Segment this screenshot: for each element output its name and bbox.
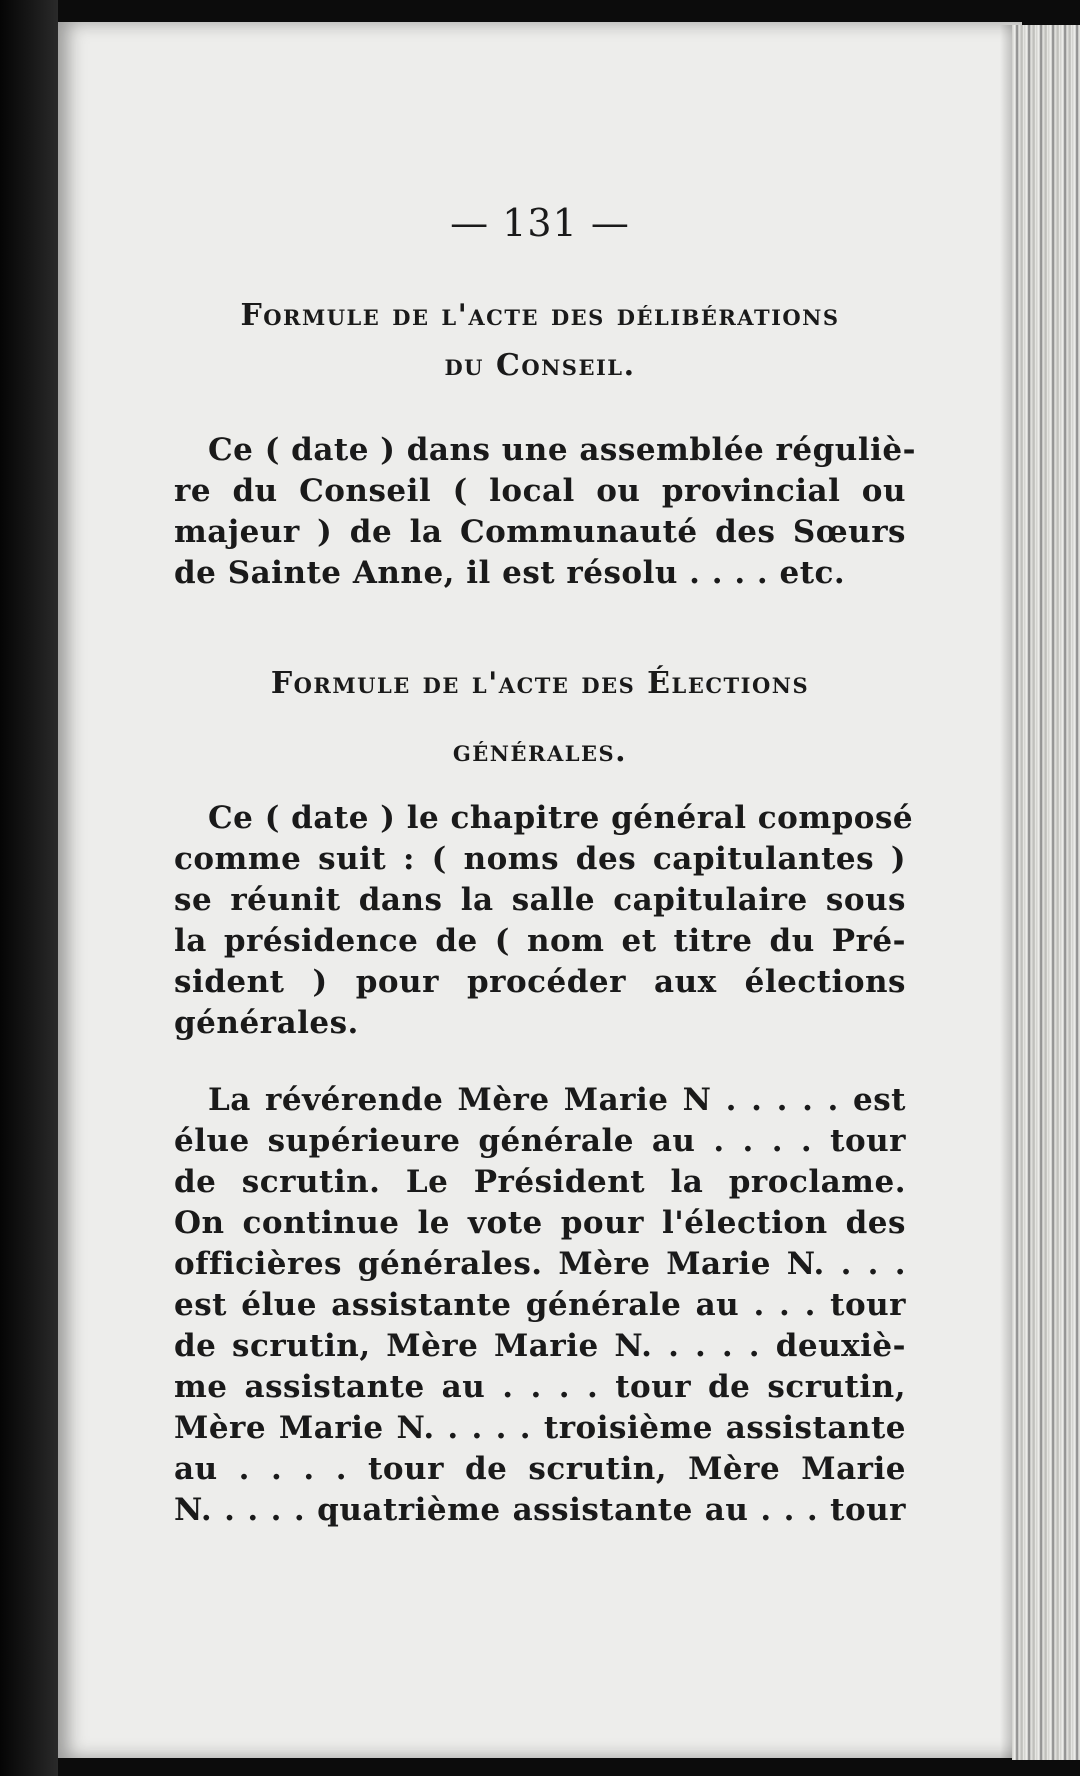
- text-line: re du Conseil ( local ou provincial ou: [174, 473, 906, 509]
- text-line: sident ) pour procéder aux élections: [174, 964, 906, 1000]
- text-line: au . . . . tour de scrutin, Mère Marie: [174, 1451, 906, 1487]
- text-line: comme suit : ( noms des capitulantes ): [174, 841, 906, 877]
- text-line: est élue assistante générale au . . . tour: [174, 1287, 906, 1323]
- text-line: On continue le vote pour l'élection des: [174, 1205, 906, 1241]
- text-line: élue supérieure générale au . . . . tour: [174, 1123, 906, 1159]
- section2-heading-line2: générales.: [452, 734, 628, 769]
- book-spine: [0, 0, 58, 1776]
- text-line: Mère Marie N. . . . . troisième assistante: [174, 1410, 906, 1446]
- text-line: me assistante au . . . . tour de scrutin,: [174, 1369, 906, 1405]
- text-line: de scrutin, Mère Marie N. . . . . deuxiè-: [174, 1328, 906, 1364]
- text-line: se réunit dans la salle capitulaire sous: [174, 882, 906, 918]
- section1-heading-line1: Formule de l'acte des délibérations: [240, 298, 840, 333]
- text-line: Ce ( date ) le chapitre général composé: [208, 800, 914, 836]
- text-line: la présidence de ( nom et titre du Pré-: [174, 923, 906, 959]
- page-number: — 131 —: [450, 201, 630, 245]
- text-line: générales.: [174, 1005, 359, 1041]
- text-line: La révérende Mère Marie N . . . . . est: [208, 1082, 906, 1118]
- text-line: de scrutin. Le Président la proclame.: [174, 1164, 906, 1200]
- section1-paragraph: [174, 430, 916, 594]
- text-line: de Sainte Anne, il est résolu . . . . etc.: [174, 555, 846, 591]
- text-line: Ce ( date ) dans une assemblée réguliè-: [208, 432, 916, 468]
- page-stack-edge: [1012, 25, 1080, 1760]
- section2-paragraph-1: [174, 798, 914, 1044]
- section2-heading-line1: Formule de l'acte des Élections: [270, 666, 810, 701]
- text-line: officières générales. Mère Marie N. . . .: [174, 1246, 906, 1282]
- text-line: majeur ) de la Communauté des Sœurs: [174, 514, 906, 550]
- book-page: [58, 22, 1022, 1758]
- section1-heading-line2: du Conseil.: [444, 348, 636, 383]
- section2-paragraph-2: [174, 1080, 906, 1531]
- text-line: N. . . . . quatrième assistante au . . . tour: [174, 1492, 906, 1528]
